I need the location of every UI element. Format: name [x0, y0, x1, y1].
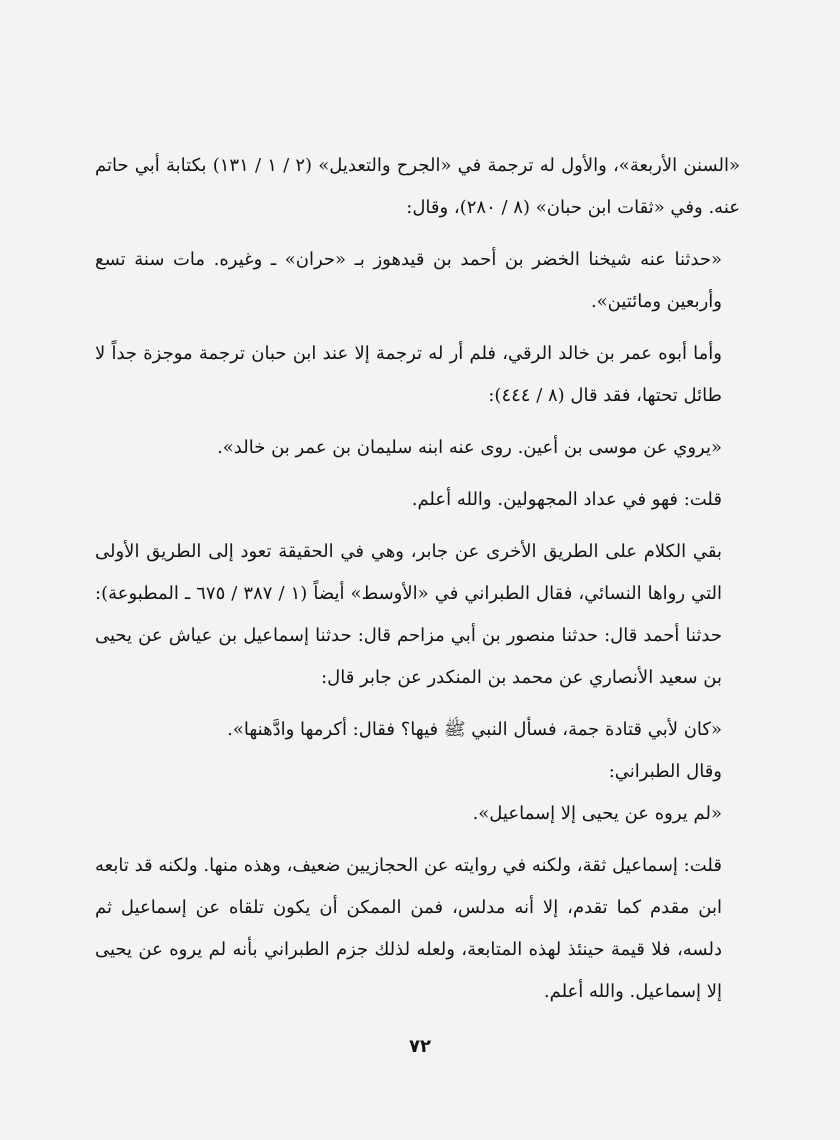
quote-abu-qatada: «كان لأبي قتادة جمة، فسأل النبي ﷺ فيها؟ فقال: أكرمها وادَّهنها».	[227, 719, 722, 740]
quote-tabarani: «لم يروه عن يحيى إلا إسماعيل».	[472, 803, 722, 824]
paragraph-umar-ibn-khalid: وأما أبوه عمر بن خالد الرقي، فلم أر له ترجمة إلا عند ابن حبان ترجمة موجزة جداً لا طائل تحتها، فقد قال (٨ / ٤٤٤):	[95, 343, 722, 406]
paragraph-majhulin: قلت: فهو في عداد المجهولين. والله أعلم.	[411, 489, 722, 510]
quote-ibn-hibban: «حدثنا عنه شيخنا الخضر بن أحمد بن قيدهوز بـ «حران» ـ وغيره. مات سنة تسع وأربعين ومائتين».	[95, 249, 722, 312]
page-body	[95, 145, 740, 1013]
quote-musa-ibn-ayan: «يروي عن موسى بن أعين. روى عنه ابنه سليمان بن عمر بن خالد».	[217, 437, 722, 458]
paragraph-other-route: بقي الكلام على الطريق الأخرى عن جابر، وهي في الحقيقة تعود إلى الطريق الأولى التي رواها النسائي، فقال الطبراني في «الأوسط» أيضاً (١ / ٣٨٧ / ٦٧٥ ـ المطبوعة): حدثنا أحمد قال: حدثنا منصور بن أبي مزاحم قال: حدثنا إسماعيل بن عياش عن يحيى بن سعيد الأنصاري عن محمد بن المنكدر عن جابر قال:	[95, 541, 723, 688]
paragraph-tabarani-said: وقال الطبراني:	[608, 761, 722, 782]
page-number: ٧٢	[409, 1036, 431, 1057]
paragraph-conclusion: قلت: إسماعيل ثقة، ولكنه في روايته عن الحجازيين ضعيف، وهذه منها. ولكنه قد تابعه ابن مقدم كما تقدم، إلا أنه مدلس، فمن الممكن أن يكون تلقاه عن إسماعيل ثم دلسه، فلا قيمة حينئذ لهذه المتابعة، ولعله لذلك جزم الطبراني بأنه لم يروه عن يحيى إلا إسماعيل. والله أعلم.	[95, 855, 722, 1002]
paragraph-sunan: «السنن الأربعة»، والأول له ترجمة في «الجرح والتعديل» (٢ / ١ / ١٣١) بكتابة أبي حاتم عنه. وفي «ثقات ابن حبان» (٨ / ٢٨٠)، وقال:	[95, 155, 741, 218]
